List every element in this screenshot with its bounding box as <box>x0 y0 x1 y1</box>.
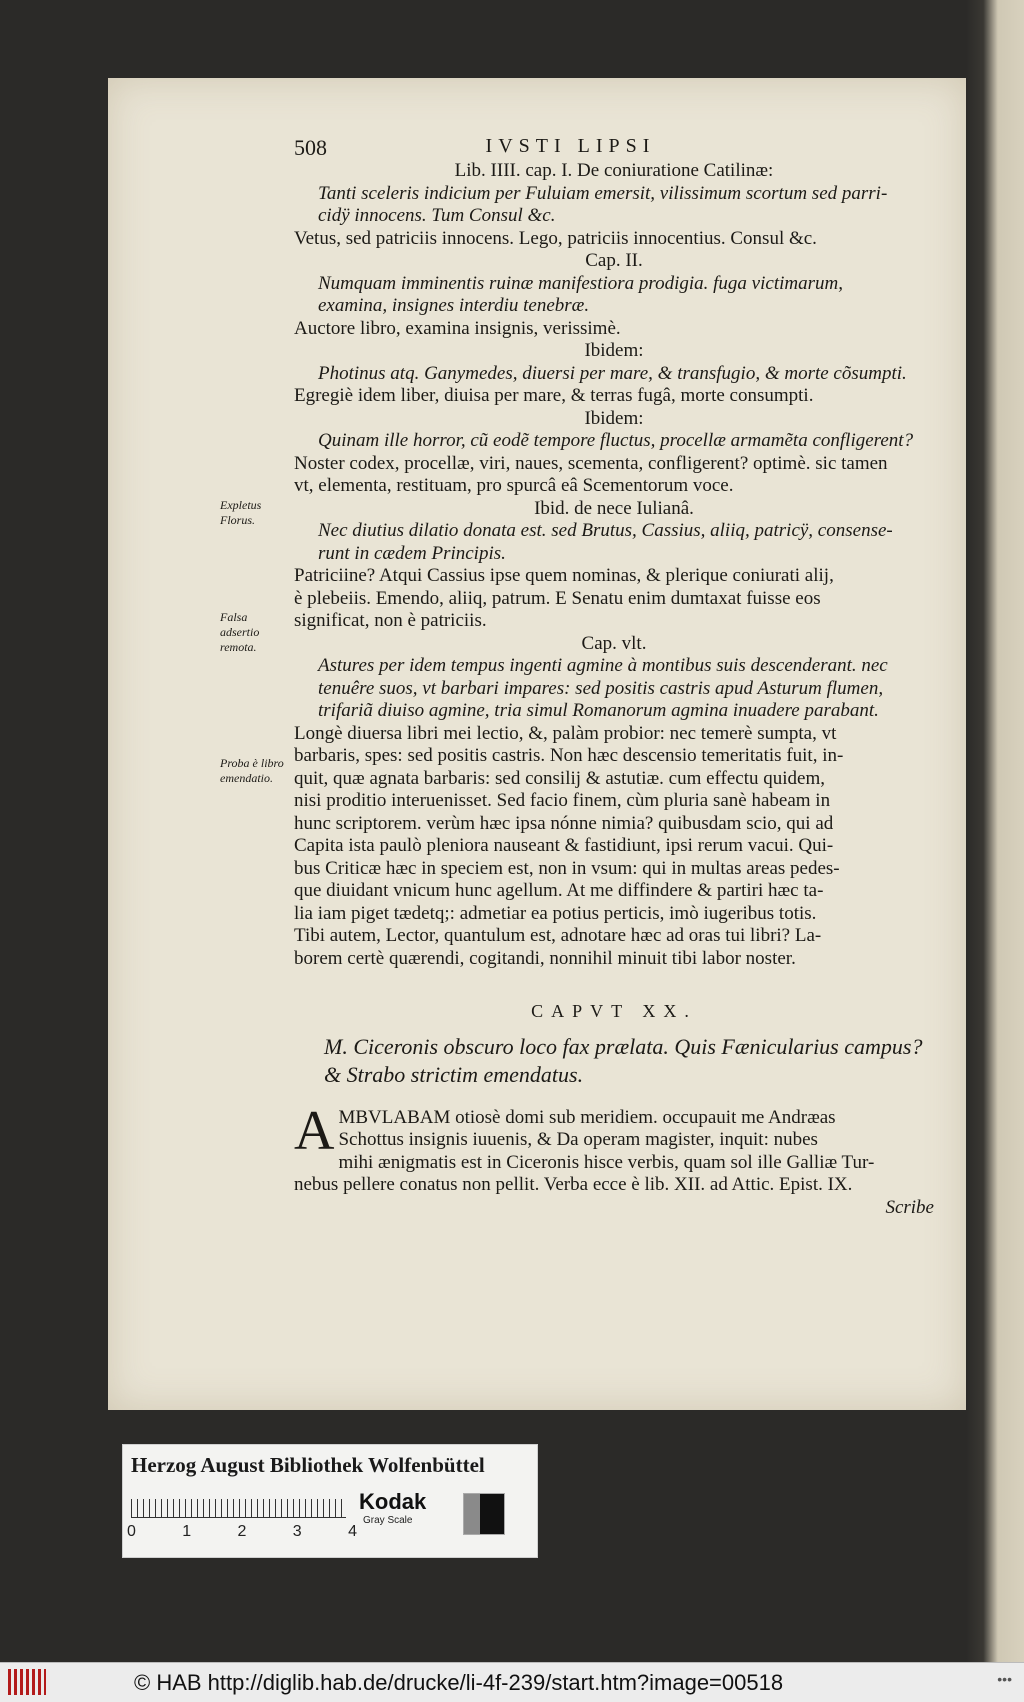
text-line: Capita ista paulò pleniora nauseant & fastidiunt, ipsi rerum vacui. Qui- <box>294 835 834 856</box>
ruler-number: 0 <box>127 1523 136 1540</box>
text-line: è plebeiis. Emendo, aliiq, patrum. E Senatu enim dumtaxat fuisse eos <box>294 587 821 609</box>
text-line: tenuêre suos, vt barbari impares: sed positis castris apud Asturum flumen, <box>318 677 884 699</box>
margin-note: Proba è libro emendatio. <box>220 756 284 785</box>
scale-ruler <box>131 1491 346 1518</box>
text-line: Tibi autem, Lector, quantulum est, adnotare hæc ad oras tui libri? La- <box>294 925 822 946</box>
catchword: Scribe <box>885 1196 934 1218</box>
text-line: examina, insignes interdiu tenebræ. <box>318 295 590 316</box>
text-line: Auctore libro, examina insignis, verissimè. <box>294 317 621 339</box>
book-page <box>108 78 966 1410</box>
running-head: IVSTI LIPSI <box>485 135 656 157</box>
ruler-number: 1 <box>182 1523 192 1540</box>
text-line: nisi proditio interuenisset. Sed facio finem, cùm pluria sanè habeam in <box>294 790 831 811</box>
text-line: Photinus atq. Ganymedes, diuersi per mare, & transfugio, & morte cõsumpti. <box>318 362 907 384</box>
text-line: Numquam imminentis ruinæ manifestiora prodigia. fuga victimarum, <box>318 272 843 294</box>
text-line: Vetus, sed patriciis innocens. Lego, patriciis innocentius. Consul &c. <box>294 227 817 249</box>
text-line: Cap. II. <box>585 250 643 271</box>
opening-line: mihi ænigmatis est in Ciceronis hisce verbis, quam sol ille Galliæ Tur- <box>338 1151 875 1173</box>
text-line: vt, elementa, restituam, pro spurcâ eâ Scementorum voce. <box>294 475 734 496</box>
margin-note: Falsa adsertio remota. <box>220 610 260 654</box>
margin-note: Expletus Florus. <box>220 498 262 527</box>
ruler-number: 3 <box>292 1523 302 1540</box>
opening-line: Schottus insignis iuuenis, & Da operam magister, inquit: nubes <box>338 1129 818 1150</box>
opening-line: nebus pellere conatus non pellit. Verba ecce è lib. XII. ad Attic. Epist. IX. <box>294 1174 853 1195</box>
text-line: Cap. vlt. <box>581 632 647 654</box>
chapter-opening <box>294 1099 934 1197</box>
text-line: Ibidem: <box>584 407 644 429</box>
ruler-number: 2 <box>237 1523 247 1540</box>
text-line: quit, quæ agnata barbaris: sed consilij & astutiæ. cum effectu quidem, <box>294 767 826 789</box>
chapter-summary: M. Ciceronis obscuro loco fax prælata. Quis Fænicularius campus? & Strabo strictim emendatus. <box>324 1033 923 1087</box>
text-line: que diuidant vnicum hunc agellum. At me diffindere & partiri hæc ta- <box>294 880 824 901</box>
text-line: Patriciine? Atqui Cassius ipse quem nominas, & plerique coniurati alij, <box>294 565 834 586</box>
text-line: Egregiè idem liber, diuisa per mare, & terras fugâ, morte consumpti. <box>294 385 814 406</box>
page-number: 508 <box>294 135 327 160</box>
ruler-number: 4 <box>348 1523 357 1540</box>
text-line: significat, non è patriciis. <box>294 610 487 631</box>
library-color-card <box>122 1444 538 1558</box>
text-line: Tanti sceleris indicium per Fuluiam emersit, vilissimum scortum sed parri- <box>318 182 888 204</box>
text-line: Quinam ille horror, cũ eodẽ tempore fluctus, procellæ armamẽta confligerent? <box>318 430 914 451</box>
opening-lines <box>294 1099 934 1197</box>
text-line: Noster codex, procellæ, viri, naues, scementa, confligerent? optimè. sic tamen <box>294 452 888 474</box>
text-line: Ibidem: <box>584 340 644 361</box>
gray-scale-label: Gray Scale <box>363 1515 413 1526</box>
adjacent-page-edge <box>966 0 1024 1662</box>
text-line: hunc scriptorem. verùm hæc ipsa nónne nimia? quibusdam scio, qui ad <box>294 812 834 834</box>
chapter-heading: CAPVT XX. <box>531 1001 697 1021</box>
text-line: runt in cædem Principis. <box>318 542 506 564</box>
text-line: borem certè quærendi, cogitandi, nonnihil minuit tibi labor noster. <box>294 947 796 969</box>
text-lines <box>294 160 934 970</box>
source-url-credit[interactable]: © HAB http://diglib.hab.de/drucke/li-4f-239/start.htm?image=00518 <box>134 1670 784 1695</box>
text-line: Nec diutius dilatio donata est. sed Brutus, Cassius, aliiq, patricÿ, consense- <box>318 520 893 541</box>
text-line: Ibid. de nece Iulianâ. <box>534 497 694 519</box>
page-text <box>294 160 934 1219</box>
gray-swatch <box>463 1493 505 1535</box>
text-line: barbaris, spes: sed positis castris. Non hæc descensio temeritatis fuit, in- <box>294 745 844 766</box>
text-line: trifariã diuiso agmine, tria simul Romanorum agmina inuadere parabant. <box>318 700 879 721</box>
text-line: Longè diuersa libri mei lectio, &, palàm probior: nec temerè sumpta, vt <box>294 722 837 744</box>
text-line: cidÿ innocens. Tum Consul &c. <box>318 205 556 226</box>
page-header <box>294 135 854 161</box>
more-icon[interactable]: ••• <box>997 1671 1012 1687</box>
library-name: Herzog August Bibliothek Wolfenbüttel <box>131 1453 485 1477</box>
hab-logo-icon <box>8 1669 46 1695</box>
drop-capital: A <box>294 1099 335 1162</box>
text-line: Astures per idem tempus ingenti agmine à montibus suis descenderant. nec <box>318 655 888 676</box>
opening-line: MBVLABAM otiosè domi sub meridiem. occupauit me Andræas <box>338 1106 836 1128</box>
ruler-numbers <box>127 1523 357 1541</box>
text-line: lia iam piget tædetq;: admetiar ea potius perticis, imò iugeribus totis. <box>294 902 817 924</box>
viewer-footer <box>0 1662 1024 1702</box>
text-line: Lib. IIII. cap. I. De coniuratione Catilinæ: <box>454 160 774 181</box>
kodak-brand: Kodak <box>359 1489 427 1514</box>
text-line: bus Criticæ hæc in speciem est, non in vsum: qui in multas areas pedes- <box>294 857 840 879</box>
